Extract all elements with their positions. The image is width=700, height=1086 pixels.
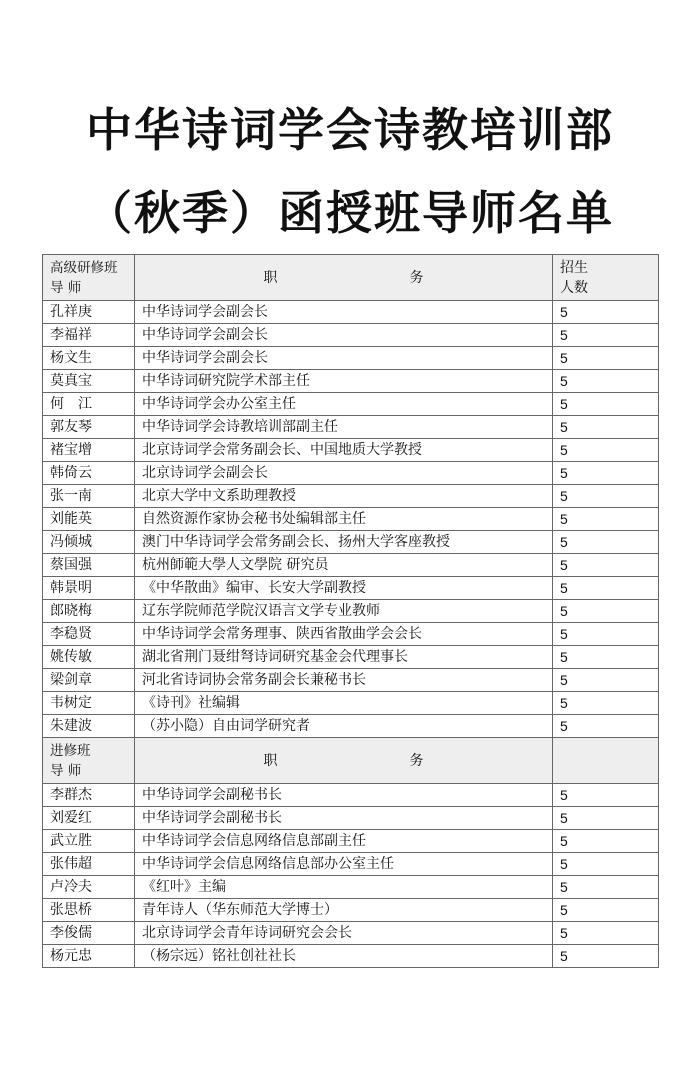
section1-row	[43, 577, 659, 600]
tutor-role: 河北省诗词协会常务副会长兼秘书长	[135, 669, 553, 692]
tutor-role: 北京诗词学会青年诗词研究会会长	[135, 922, 553, 945]
tutor-role: （苏小隐）自由词学研究者	[135, 715, 553, 738]
tutor-name: 武立胜	[43, 830, 135, 853]
tutor-name: 李稳贤	[43, 623, 135, 646]
tutor-name: 韩景明	[43, 577, 135, 600]
roster-body	[43, 255, 659, 968]
section1-row	[43, 301, 659, 324]
tutor-name: 韩倚云	[43, 462, 135, 485]
tutor-name: 郭友琴	[43, 416, 135, 439]
tutor-role: 自然资源作家协会秘书处编辑部主任	[135, 508, 553, 531]
enrollment-count: 5	[553, 462, 659, 485]
section2-row	[43, 853, 659, 876]
enrollment-count: 5	[553, 370, 659, 393]
section1-row	[43, 508, 659, 531]
enrollment-count: 5	[553, 646, 659, 669]
tutor-name: 孔祥庚	[43, 301, 135, 324]
tutor-role: 中华诗词学会副秘书长	[135, 784, 553, 807]
tutor-role: 中华诗词学会办公室主任	[135, 393, 553, 416]
section1-row	[43, 324, 659, 347]
enrollment-count: 5	[553, 577, 659, 600]
section2-role-header-right: 务	[409, 752, 424, 769]
section1-name-header-line2: 导 师	[50, 280, 82, 296]
tutor-name: 蔡国强	[43, 554, 135, 577]
section2-row	[43, 876, 659, 899]
tutor-role: 湖北省荆门聂绀弩诗词研究基金会代理事长	[135, 646, 553, 669]
section1-row	[43, 485, 659, 508]
tutor-name: 冯倾城	[43, 531, 135, 554]
enrollment-count: 5	[553, 600, 659, 623]
section2-row	[43, 945, 659, 968]
enrollment-count: 5	[553, 623, 659, 646]
tutor-role: 中华诗词研究院学术部主任	[135, 370, 553, 393]
enrollment-count: 5	[553, 416, 659, 439]
tutor-name: 张思桥	[43, 899, 135, 922]
section1-row	[43, 692, 659, 715]
tutor-name: 韦树定	[43, 692, 135, 715]
section1-count-header-line2: 人数	[560, 279, 588, 296]
tutor-role: 北京诗词学会常务副会长、中国地质大学教授	[135, 439, 553, 462]
tutor-role: （杨宗远）铭社创社社长	[135, 945, 553, 968]
tutor-role: 杭州師範大學人文學院 研究员	[135, 554, 553, 577]
tutor-role: 中华诗词学会常务理事、陕西省散曲学会会长	[135, 623, 553, 646]
tutor-name: 朱建波	[43, 715, 135, 738]
tutor-role: 《中华散曲》编审、长安大学副教授	[135, 577, 553, 600]
enrollment-count: 5	[553, 393, 659, 416]
section1-name-header	[43, 255, 135, 301]
tutor-name: 李俊儒	[43, 922, 135, 945]
section1-row	[43, 646, 659, 669]
section2-role-header-left: 职	[263, 752, 278, 769]
tutor-role: 北京诗词学会副会长	[135, 462, 553, 485]
section1-row	[43, 554, 659, 577]
section1-row	[43, 600, 659, 623]
section1-name-header-line1: 高级研修班	[50, 260, 118, 276]
tutor-name: 刘能英	[43, 508, 135, 531]
tutor-role: 青年诗人（华东师范大学博士）	[135, 899, 553, 922]
section1-row	[43, 393, 659, 416]
tutor-name: 张伟超	[43, 853, 135, 876]
section2-row	[43, 784, 659, 807]
tutor-role: 中华诗词学会副会长	[135, 301, 553, 324]
tutor-role: 辽东学院师范学院汉语言文学专业教师	[135, 600, 553, 623]
enrollment-count: 5	[553, 485, 659, 508]
enrollment-count: 5	[553, 692, 659, 715]
tutor-role: 中华诗词学会副会长	[135, 324, 553, 347]
section2-row	[43, 830, 659, 853]
section2-name-header	[43, 738, 135, 784]
enrollment-count: 5	[553, 784, 659, 807]
tutor-role: 中华诗词学会信息网络信息部副主任	[135, 830, 553, 853]
section1-role-header	[135, 255, 553, 301]
enrollment-count: 5	[553, 439, 659, 462]
tutor-name: 杨元忠	[43, 945, 135, 968]
tutor-roster-table	[42, 254, 659, 968]
section2-row	[43, 922, 659, 945]
section2-role-header	[135, 738, 553, 784]
section1-role-header-left: 职	[263, 269, 278, 286]
section2-row	[43, 807, 659, 830]
tutor-name: 李福祥	[43, 324, 135, 347]
tutor-name: 莫真宝	[43, 370, 135, 393]
section2-name-header-line1: 进修班	[50, 743, 91, 759]
section1-count-header	[553, 255, 659, 301]
tutor-name: 卢冷夫	[43, 876, 135, 899]
enrollment-count: 5	[553, 830, 659, 853]
section1-row	[43, 669, 659, 692]
enrollment-count: 5	[553, 324, 659, 347]
section1-row	[43, 715, 659, 738]
enrollment-count: 5	[553, 945, 659, 968]
enrollment-count: 5	[553, 715, 659, 738]
section1-row	[43, 439, 659, 462]
tutor-role: 澳门中华诗词学会常务副会长、扬州大学客座教授	[135, 531, 553, 554]
tutor-name: 张一南	[43, 485, 135, 508]
tutor-role: 中华诗词学会副秘书长	[135, 807, 553, 830]
enrollment-count: 5	[553, 669, 659, 692]
tutor-role: 中华诗词学会副会长	[135, 347, 553, 370]
enrollment-count: 5	[553, 531, 659, 554]
enrollment-count: 5	[553, 807, 659, 830]
section1-row	[43, 623, 659, 646]
tutor-name: 杨文生	[43, 347, 135, 370]
section2-row	[43, 899, 659, 922]
tutor-role: 《诗刊》社编辑	[135, 692, 553, 715]
section1-row	[43, 370, 659, 393]
tutor-role: 中华诗词学会诗教培训部副主任	[135, 416, 553, 439]
document-title-line1: 中华诗词学会诗教培训部	[86, 103, 614, 157]
tutor-name: 姚传敏	[43, 646, 135, 669]
section1-row	[43, 416, 659, 439]
enrollment-count: 5	[553, 508, 659, 531]
tutor-name: 李群杰	[43, 784, 135, 807]
enrollment-count: 5	[553, 347, 659, 370]
enrollment-count: 5	[553, 876, 659, 899]
section1-row	[43, 462, 659, 485]
section1-header-row	[43, 255, 659, 301]
enrollment-count: 5	[553, 899, 659, 922]
tutor-role: 中华诗词学会信息网络信息部办公室主任	[135, 853, 553, 876]
section2-header-row	[43, 738, 659, 784]
section1-count-header-line1: 招生	[560, 259, 588, 276]
section1-row	[43, 347, 659, 370]
section1-row	[43, 531, 659, 554]
section2-name-header-line2: 导 师	[50, 763, 82, 779]
section1-role-header-right: 务	[409, 269, 424, 286]
document-title-line2: （秋季）函授班导师名单	[86, 186, 614, 240]
enrollment-count: 5	[553, 853, 659, 876]
enrollment-count: 5	[553, 301, 659, 324]
tutor-name: 何 江	[43, 393, 135, 416]
tutor-name: 褚宝增	[43, 439, 135, 462]
tutor-role: 北京大学中文系助理教授	[135, 485, 553, 508]
section2-count-header	[553, 738, 659, 784]
tutor-name: 梁剑章	[43, 669, 135, 692]
enrollment-count: 5	[553, 922, 659, 945]
tutor-name: 郎晓梅	[43, 600, 135, 623]
enrollment-count: 5	[553, 554, 659, 577]
tutor-name: 刘爱红	[43, 807, 135, 830]
tutor-role: 《红叶》主编	[135, 876, 553, 899]
